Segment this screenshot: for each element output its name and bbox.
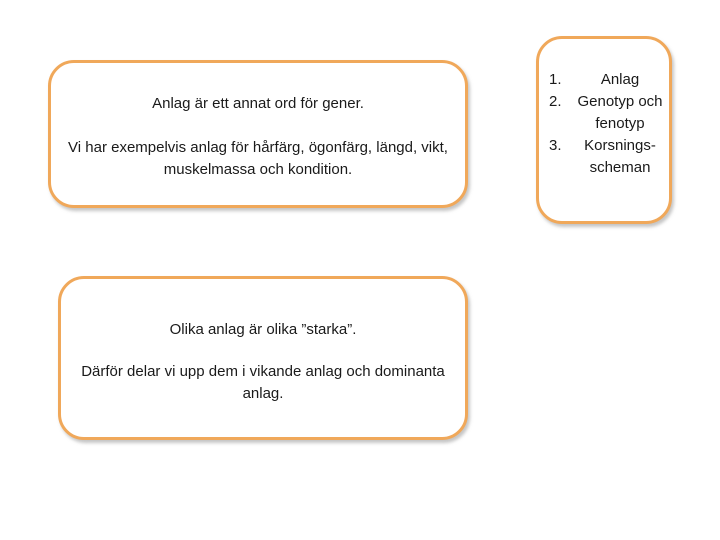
topic-label: Korsnings-scheman bbox=[584, 137, 656, 176]
strength-explanation-text: Därför delar vi upp dem i vikande anlag och dominanta anlag. bbox=[81, 363, 445, 402]
topic-list bbox=[549, 69, 664, 179]
strength-statement-text: Olika anlag är olika ”starka”. bbox=[169, 321, 357, 338]
topic-number: 2. bbox=[549, 93, 562, 110]
topic-item-korsningsscheman bbox=[549, 135, 664, 179]
topic-item-anlag bbox=[549, 69, 664, 91]
topic-item-genotyp bbox=[549, 91, 664, 135]
topic-number: 3. bbox=[549, 137, 562, 154]
strength-card bbox=[58, 276, 468, 440]
topic-list-card bbox=[536, 36, 672, 224]
intro-card bbox=[48, 60, 468, 208]
topic-label: Anlag bbox=[600, 71, 640, 88]
topic-label: Genotyp och fenotyp bbox=[577, 93, 663, 132]
intro-examples-text: Vi har exempelvis anlag för hårfärg, ögonfärg, längd, vikt, muskelmassa och kondition. bbox=[68, 139, 448, 178]
topic-number: 1. bbox=[549, 71, 562, 88]
intro-definition-text: Anlag är ett annat ord för gener. bbox=[152, 95, 364, 112]
